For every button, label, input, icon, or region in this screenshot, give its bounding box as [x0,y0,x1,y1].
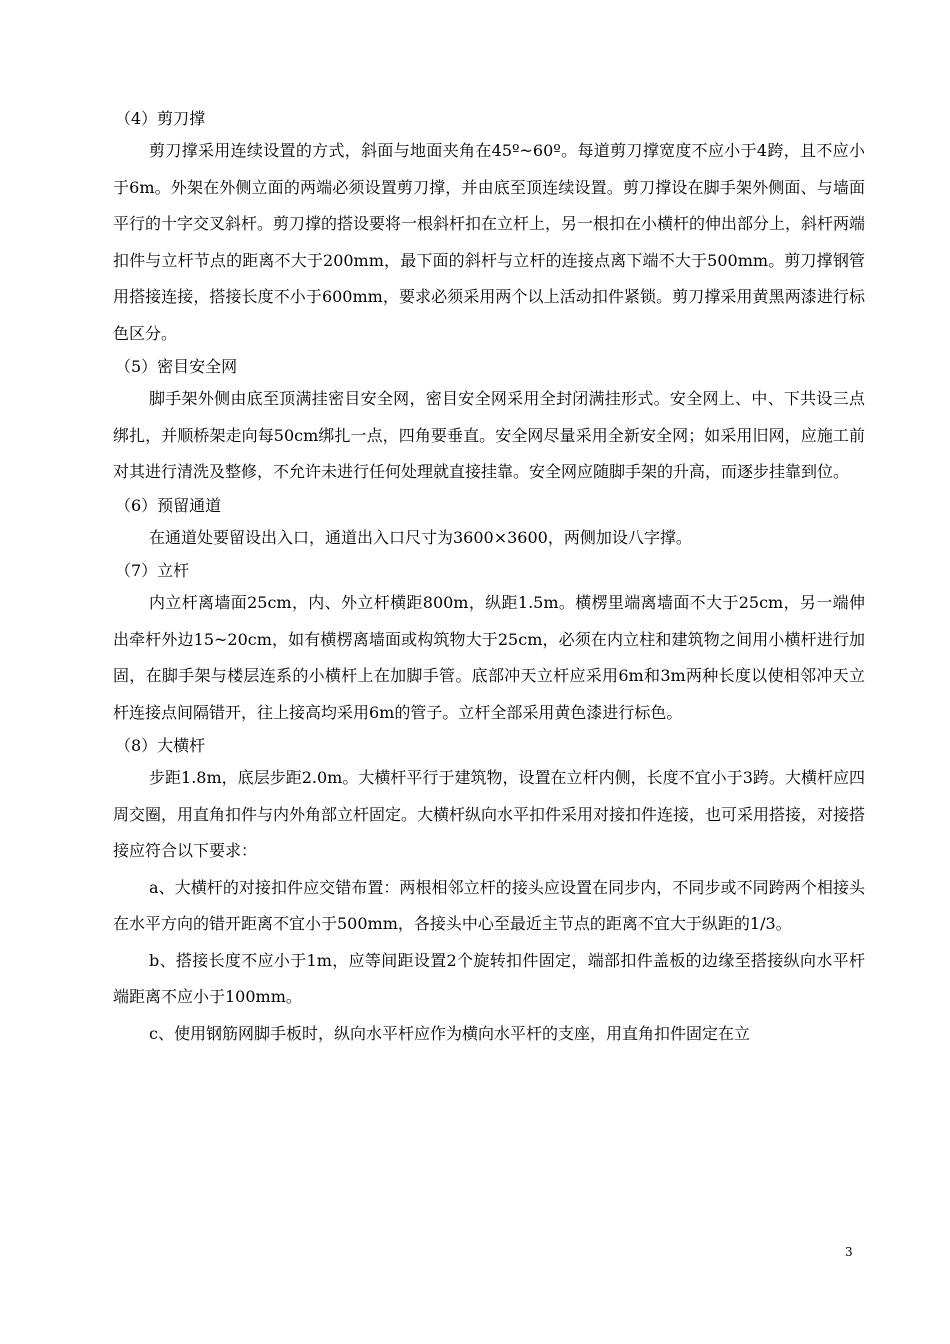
document-body [113,104,865,1052]
section-5-paragraph-1: 脚手架外侧由底至顶满挂密目安全网，密目安全网采用全封闭满挂形式。安全网上、中、下共设三点绑扎，并顺桥架走向每50cm绑扎一点，四角要垂直。安全网尽量采用全新安全网；如采用旧网，应施工前对其进行清洗及整修，不允许未进行任何处理就直接挂靠。安全网应随脚手架的升高，而逐步挂靠到位。 [113,389,865,481]
section-4-paragraph-1: 剪刀撑采用连续设置的方式，斜面与地面夹角在45º~60º。每道剪刀撑宽度不应小于4跨，且不应小于6m。外架在外侧立面的两端必须设置剪刀撑，并由底至顶连续设置。剪刀撑设在脚手架外侧面、与墙面平行的十字交叉斜杆。剪刀撑的搭设要将一根斜杆扣在立杆上，另一根扣在小横杆的伸出部分上，斜杆两端扣件与立杆节点的距离不大于200mm，最下面的斜杆与立杆的连接点离下端不大于500mm。剪刀撑钢管用搭接连接，搭接长度不小于600mm，要求必须采用两个以上活动扣件紧锁。剪刀撑采用黄黑两漆进行标色区分。 [113,141,866,343]
section-heading-7: （7）立杆 [115,561,190,580]
section-7-paragraph-1: 内立杆离墙面25cm，内、外立杆横距800m，纵距1.5m。横楞里端离墙面不大于25cm，另一端伸出牵杆外边15~20cm，如有横楞离墙面或构筑物大于25cm，必须在内立柱和建筑物之间用小横杆进行加固，在脚手架与楼层连系的小横杆上在加脚手管。底部冲天立杆应采用6m和3m两种长度以使相邻冲天立杆连接点间隔错开，往上接高均采用6m的管子。立杆全部采用黄色漆进行标色。 [113,593,865,722]
section-8-paragraph-1: 步距1.8m，底层步距2.0m。大横杆平行于建筑物，设置在立杆内侧，长度不宜小于3跨。大横杆应四周交圈，用直角扣件与内外角部立杆固定。大横杆纵向水平扣件采用对接扣件连接，也可采用搭接，对接搭接应符合以下要求： [113,768,866,860]
section-8-item-b: b、搭接长度不应小于1m，应等间距设置2个旋转扣件固定，端部扣件盖板的边缘至搭接纵向水平杆端距离不应小于100mm。 [113,950,865,1006]
section-heading-4: （4）剪刀撑 [115,109,206,128]
page-number: 3 [845,1245,853,1259]
section-heading-8: （8）大横杆 [115,736,206,755]
section-heading-5: （5）密目安全网 [115,357,238,376]
section-8-item-c: c、使用钢筋网脚手板时，纵向水平杆应作为横向水平杆的支座，用直角扣件固定在立 [149,1023,750,1043]
section-8-item-a: a、大横杆的对接扣件应交错布置：两根相邻立杆的接头应设置在同步内，不同步或不同跨两个相接头在水平方向的错开距离不宜小于500mm，各接头中心至最近主节点的距离不宜大于纵距的1/3。 [113,877,865,933]
section-heading-6: （6）预留通道 [115,495,222,515]
section-6-paragraph-1: 在通道处要留设出入口，通道出入口尺寸为3600×3600，两侧加设八字撑。 [149,527,692,547]
